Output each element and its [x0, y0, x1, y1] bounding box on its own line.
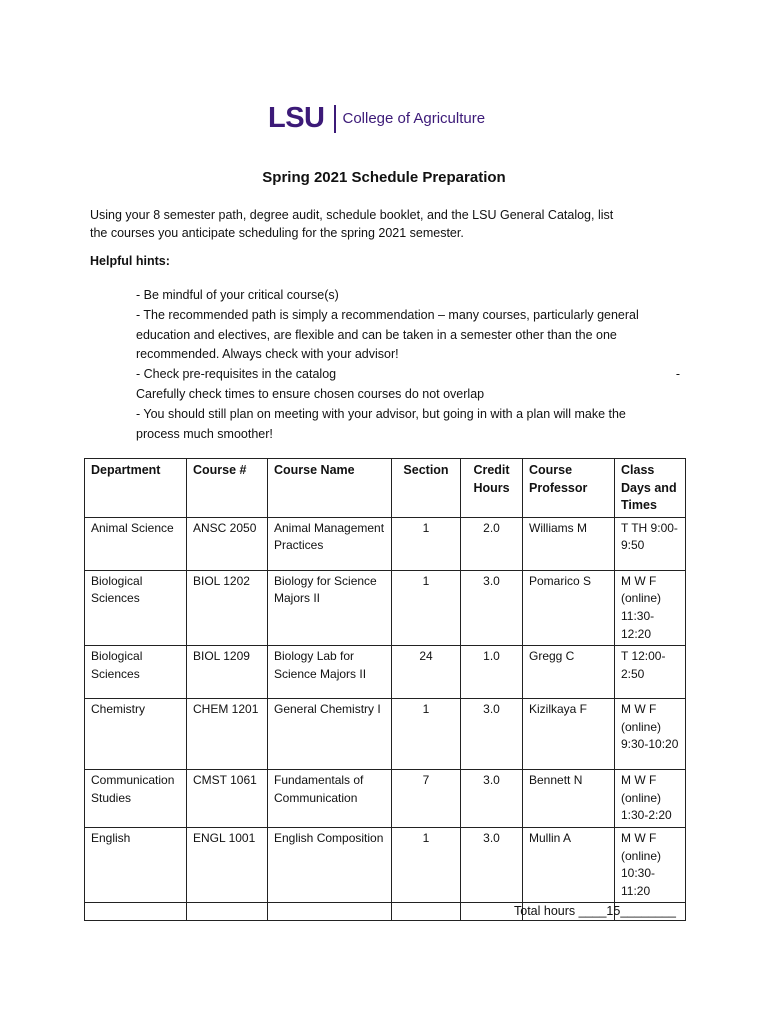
intro-paragraph [90, 206, 690, 242]
cell-section: 1 [392, 827, 461, 902]
cell-course-number: BIOL 1202 [187, 570, 268, 645]
total-hours: Total hours ____15________ [514, 904, 676, 918]
hint-text: Carefully check times to ensure chosen courses do not overlap [136, 386, 485, 401]
header-professor: Course Professor [523, 459, 615, 518]
cell-credit-hours: 3.0 [461, 699, 523, 770]
cell-department: Animal Science [85, 517, 187, 570]
table-row [85, 517, 686, 570]
cell-course-name: English Composition [268, 827, 392, 902]
cell-credit-hours: 3.0 [461, 827, 523, 902]
cell-professor: Kizilkaya F [523, 699, 615, 770]
cell-section: 1 [392, 570, 461, 645]
cell-credit-hours: 3.0 [461, 570, 523, 645]
cell-course-number: ANSC 2050 [187, 517, 268, 570]
cell-section: 24 [392, 646, 461, 699]
page-title: Spring 2021 Schedule Preparation [262, 169, 506, 186]
table-row [85, 646, 686, 699]
cell-days-times: M W F (online) 10:30-11:20 [615, 827, 686, 902]
cell-section: 1 [392, 517, 461, 570]
schedule-table [84, 458, 686, 921]
hint-text: - Be mindful of your critical course(s) [136, 288, 339, 302]
cell-department: Biological Sciences [85, 646, 187, 699]
header-section: Section [392, 459, 461, 518]
cell-course-name: Biology Lab for Science Majors II [268, 646, 392, 699]
cell-course-number: ENGL 1001 [187, 827, 268, 902]
cell-professor: Bennett N [523, 770, 615, 828]
cell-course-number: CHEM 1201 [187, 699, 268, 770]
lsu-agriculture-logo [268, 104, 485, 133]
cell-section: 7 [392, 770, 461, 828]
empty-cell [392, 903, 461, 921]
hints-heading: Helpful hints: [90, 254, 170, 268]
table-row [85, 827, 686, 902]
cell-professor: Pomarico S [523, 570, 615, 645]
hint-row [136, 365, 680, 385]
cell-course-name: Animal Management Practices [268, 517, 392, 570]
cell-course-number: BIOL 1209 [187, 646, 268, 699]
cell-days-times: T TH 9:00-9:50 [615, 517, 686, 570]
hint-text: - Check pre-requisites in the catalog [136, 367, 337, 382]
college-name: College of Agriculture [342, 110, 486, 127]
table-row [85, 570, 686, 645]
cell-course-name: Fundamentals of Communication [268, 770, 392, 828]
empty-cell [268, 903, 392, 921]
cell-days-times: M W F (online) 11:30-12:20 [615, 570, 686, 645]
header-department: Department [85, 459, 187, 518]
cell-days-times: T 12:00-2:50 [615, 646, 686, 699]
hint-text: - You should still plan on meeting with your advisor, but going in with a plan will make the [136, 406, 626, 421]
header-credit-hours: Credit Hours [461, 459, 523, 518]
empty-cell [187, 903, 268, 921]
hint-text: - The recommended path is simply a recommendation – many courses, particularly general [136, 307, 639, 322]
cell-course-number: CMST 1061 [187, 770, 268, 828]
logo-divider [334, 105, 336, 133]
cell-department: English [85, 827, 187, 902]
hint-trailing-dash: - [675, 367, 680, 382]
cell-section: 1 [392, 699, 461, 770]
hint-text: recommended. Always check with your advisor! [136, 347, 399, 362]
cell-professor: Williams M [523, 517, 615, 570]
table-header-row [85, 459, 686, 518]
empty-cell [85, 903, 187, 921]
cell-course-name: General Chemistry I [268, 699, 392, 770]
hints-list [136, 286, 680, 444]
cell-course-name: Biology for Science Majors II [268, 570, 392, 645]
hint-text: process much smoother! [136, 426, 273, 441]
cell-credit-hours: 2.0 [461, 517, 523, 570]
header-course-name: Course Name [268, 459, 392, 518]
cell-days-times: M W F (online) 9:30-10:20 [615, 699, 686, 770]
intro-line: Using your 8 semester path, degree audit, schedule booklet, and the LSU General Catalog, list [90, 208, 614, 222]
cell-department: Biological Sciences [85, 570, 187, 645]
cell-department: Communication Studies [85, 770, 187, 828]
cell-department: Chemistry [85, 699, 187, 770]
cell-credit-hours: 1.0 [461, 646, 523, 699]
cell-professor: Gregg C [523, 646, 615, 699]
hint-text: education and electives, are flexible and can be taken in a semester other than the one [136, 327, 617, 342]
header-days-times: Class Days and Times [615, 459, 686, 518]
table-row [85, 770, 686, 828]
header-course-number: Course # [187, 459, 268, 518]
cell-professor: Mullin A [523, 827, 615, 902]
table-row [85, 699, 686, 770]
intro-line: the courses you anticipate scheduling for the spring 2021 semester. [90, 226, 464, 240]
cell-days-times: M W F (online) 1:30-2:20 [615, 770, 686, 828]
lsu-logo-mark: LSU [268, 102, 325, 134]
cell-credit-hours: 3.0 [461, 770, 523, 828]
